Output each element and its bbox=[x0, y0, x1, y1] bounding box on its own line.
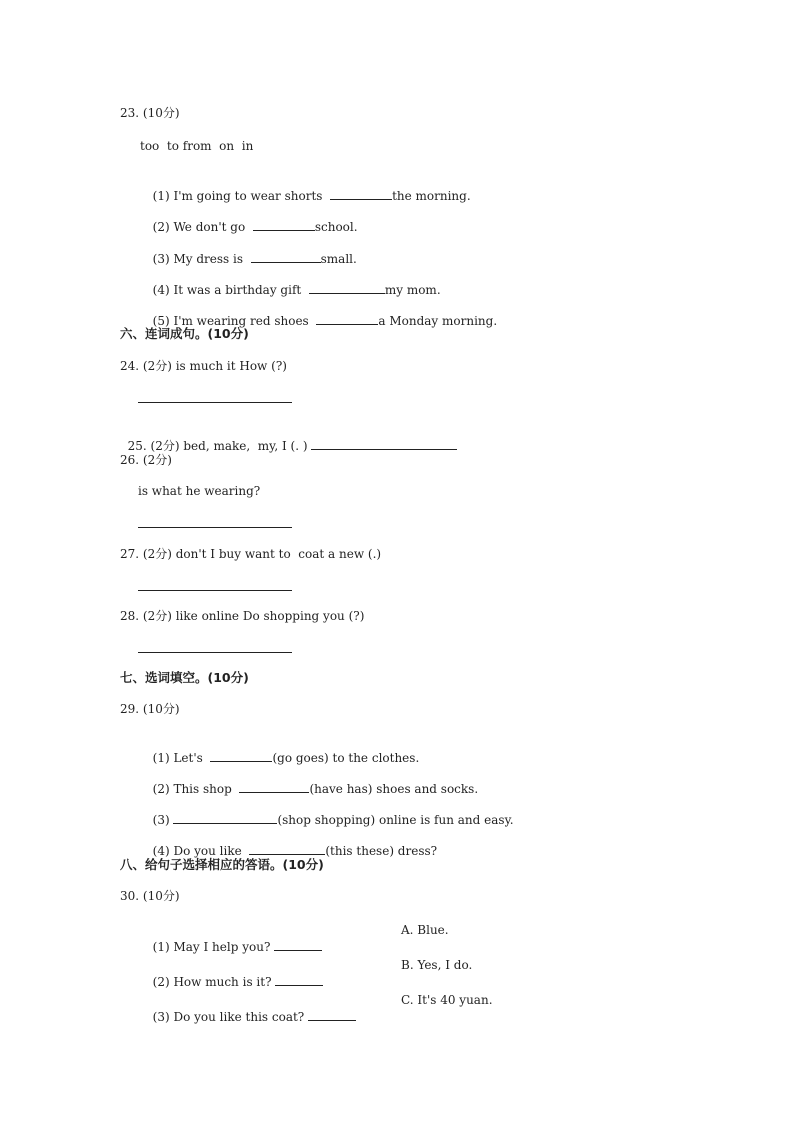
q27-text: 27. (2分) don't I buy want to coat a new (.) bbox=[120, 547, 382, 561]
q30-item-1-question: (1) May I help you? bbox=[152, 940, 271, 954]
q23-item-1-stem: (1) I'm going to wear shorts bbox=[152, 189, 323, 203]
q28-text: 28. (2分) like online Do shopping you (?) bbox=[120, 609, 365, 623]
q29-item-1-options: (go goes) to the clothes. bbox=[272, 751, 420, 765]
q29-item-1-stem: (1) Let's bbox=[152, 751, 203, 765]
section-7-title: 七、选词填空。(10分) bbox=[120, 670, 249, 685]
q23-item-4-blank[interactable] bbox=[309, 281, 385, 294]
q23-item-2-stem: (2) We don't go bbox=[152, 220, 246, 234]
q28-answer-line[interactable] bbox=[138, 652, 292, 653]
q29-item-4-blank[interactable] bbox=[249, 842, 325, 855]
q23-item-3-tail: small. bbox=[320, 252, 357, 266]
q30-item-3-blank[interactable] bbox=[308, 1008, 356, 1021]
q23-item-2 bbox=[145, 202, 358, 235]
q30-item-2-question: (2) How much is it? bbox=[152, 975, 272, 989]
q30-item-3 bbox=[145, 992, 356, 1025]
q30-item-1-blank[interactable] bbox=[274, 938, 322, 951]
q29-heading: 29. (10分) bbox=[120, 702, 180, 716]
q23-item-5-tail: a Monday morning. bbox=[378, 314, 498, 328]
q30-item-2 bbox=[145, 957, 323, 990]
q23-item-4-stem: (4) It was a birthday gift bbox=[152, 283, 302, 297]
q23-item-2-tail: school. bbox=[314, 220, 358, 234]
q24-text: 24. (2分) is much it How (?) bbox=[120, 359, 287, 373]
q23-item-5-stem: (5) I'm wearing red shoes bbox=[152, 314, 309, 328]
q29-item-3-blank[interactable] bbox=[173, 811, 277, 824]
q26-heading: 26. (2分) bbox=[120, 453, 172, 467]
q29-item-2-blank[interactable] bbox=[239, 780, 309, 793]
q29-item-3-options: (shop shopping) online is fun and easy. bbox=[277, 813, 514, 827]
q30-option-b: B. Yes, I do. bbox=[401, 958, 473, 972]
q25-answer-line[interactable] bbox=[311, 437, 457, 450]
q30-item-1 bbox=[145, 922, 322, 955]
q26-answer-line[interactable] bbox=[138, 527, 292, 528]
q25-text: 25. (2分) bed, make, my, I (. ) bbox=[127, 439, 308, 453]
q23-item-5-blank[interactable] bbox=[316, 312, 378, 325]
q29-item-1 bbox=[145, 733, 419, 766]
q29-item-2-stem: (2) This shop bbox=[152, 782, 232, 796]
q30-heading: 30. (10分) bbox=[120, 889, 180, 903]
q23-item-3-stem: (3) My dress is bbox=[152, 252, 243, 266]
q30-item-3-question: (3) Do you like this coat? bbox=[152, 1010, 305, 1024]
q23-item-1 bbox=[145, 171, 471, 204]
q23-item-1-tail: the morning. bbox=[392, 189, 471, 203]
q23-word-bank: too to from on in bbox=[140, 139, 254, 153]
section-8-title: 八、给句子选择相应的答语。(10分) bbox=[120, 857, 324, 872]
q23-item-3 bbox=[145, 234, 357, 267]
q29-item-4-stem: (4) Do you like bbox=[152, 844, 242, 858]
q23-item-4-tail: my mom. bbox=[384, 283, 441, 297]
q30-option-a: A. Blue. bbox=[401, 923, 449, 937]
q29-item-1-blank[interactable] bbox=[210, 749, 272, 762]
q27-answer-line[interactable] bbox=[138, 590, 292, 591]
q26-text: is what he wearing? bbox=[138, 484, 261, 498]
q23-item-5 bbox=[145, 296, 497, 329]
q23-item-4 bbox=[145, 265, 441, 298]
q30-item-2-blank[interactable] bbox=[275, 973, 323, 986]
q29-item-3-stem: (3) bbox=[152, 813, 170, 827]
q23-item-3-blank[interactable] bbox=[251, 250, 321, 263]
q23-heading: 23. (10分) bbox=[120, 106, 180, 120]
q23-item-1-blank[interactable] bbox=[330, 187, 392, 200]
q23-item-2-blank[interactable] bbox=[253, 218, 315, 231]
q29-item-2-options: (have has) shoes and socks. bbox=[309, 782, 479, 796]
q25-line bbox=[120, 421, 457, 454]
q29-item-4-options: (this these) dress? bbox=[325, 844, 438, 858]
q29-item-2 bbox=[145, 764, 478, 797]
q29-item-3 bbox=[145, 795, 514, 828]
q24-answer-line[interactable] bbox=[138, 402, 292, 403]
section-6-title: 六、连词成句。(10分) bbox=[120, 326, 249, 341]
q29-item-4 bbox=[145, 826, 437, 859]
q30-option-c: C. It's 40 yuan. bbox=[401, 993, 493, 1007]
